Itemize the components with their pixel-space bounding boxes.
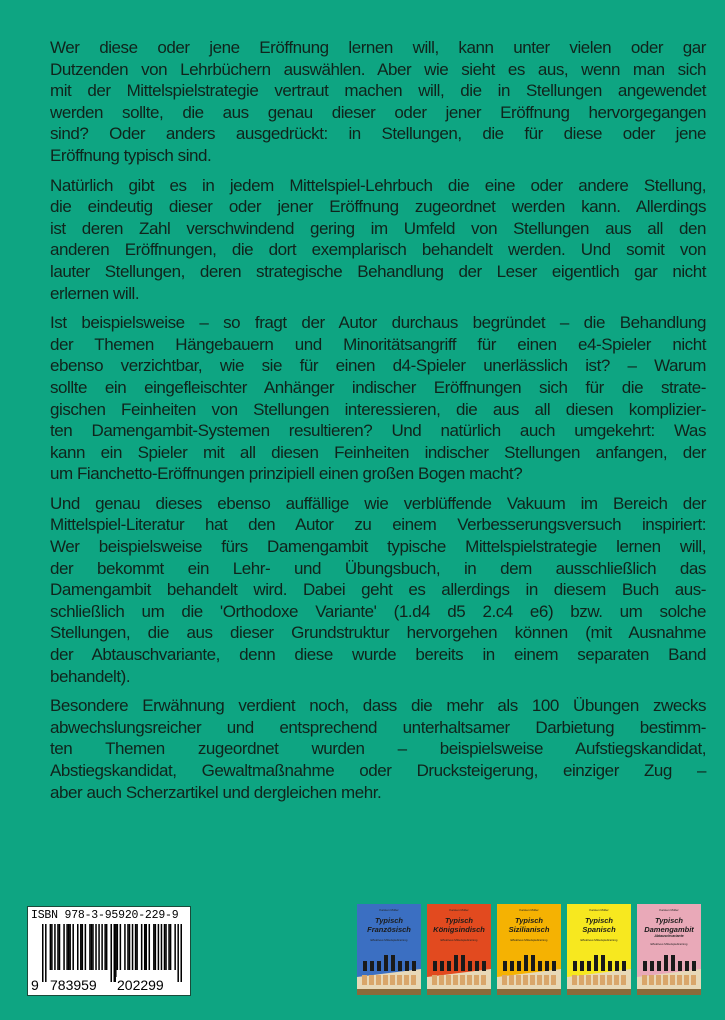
text-line: um Fianchetto-Eröffnungen prinzipiell einen großen Bogen macht?: [50, 464, 523, 484]
text-line: mit der Mittelspielstrategie vertraut machen will, die in Stellungen angewendet: [50, 81, 706, 101]
book-title-line-1: Typisch: [654, 916, 684, 925]
book-subtitle: Effektives Mittelspieltraining: [510, 938, 548, 942]
text-line: die eindeutig dieser oder jener Eröffnung zugeordnet werden kann. Allerdings: [50, 197, 706, 217]
back-cover-text: [50, 37, 706, 811]
text-line: der Themen Hängebauern und Minoritätsangriff für einen e4-Spieler nicht: [50, 334, 706, 354]
isbn-barcode: [27, 906, 191, 996]
chess-pieces-image: [567, 951, 631, 995]
book-cover: [637, 904, 701, 995]
book-cover: [357, 904, 421, 995]
barcode-digit-first: 9: [31, 977, 39, 993]
book-title-line-2: Spanisch: [582, 924, 616, 934]
book-title-line-2: Damengambit: [644, 924, 694, 934]
text-line: Ist beispielsweise – so fragt der Autor durchaus begründet – die Behandlung: [50, 313, 706, 333]
text-line: Wer beispielsweise fürs Damengambit typische Mittelspielstrategie lernen will,: [50, 537, 706, 557]
book-cover: [427, 904, 491, 995]
text-line: der bekommt ein Lehr- und Übungsbuch, in dem ausschließlich das: [50, 558, 706, 578]
barcode-digits-right: 202299: [117, 977, 164, 993]
text-line: Und genau dieses ebenso auffällige wie verblüffende Vakuum im Bereich der: [50, 493, 706, 513]
book-cover: [567, 904, 631, 995]
book-subtitle: Effektives Mittelspieltraining: [650, 942, 688, 946]
text-line: Natürlich gibt es in jedem Mittelspiel-Lehrbuch die eine oder andere Stellung,: [50, 175, 706, 195]
book-subtitle: Effektives Mittelspieltraining: [370, 938, 408, 942]
book-title: [637, 917, 701, 934]
text-line: ebenso verzichtbar, wie sie für einen d4-Spieler unerlässlich ist? – Warum: [50, 356, 706, 376]
text-line: sollte ein eingefleischter Anhänger indischer Eröffnungen sich für die strate-: [50, 377, 706, 397]
barcode-digits-left: 783959: [50, 977, 97, 993]
book-title: [427, 917, 491, 934]
book-subtitle: Effektives Mittelspieltraining: [580, 938, 618, 942]
book-variant: Abtauschvariante: [654, 934, 684, 938]
text-line: behandelt).: [50, 666, 131, 686]
book-title: [497, 917, 561, 934]
book-author: Karsten Müller: [449, 908, 469, 912]
text-line: Wer diese oder jene Eröffnung lernen will, kann unter vielen oder gar: [50, 38, 706, 57]
book-title-line-2: Sizilianisch: [508, 924, 550, 934]
text-line: ten Themen zugeordnet wurden – beispielsweise Aufstiegskandidat,: [50, 739, 706, 759]
paragraph: [50, 37, 706, 167]
text-line: Eröffnung typisch sind.: [50, 145, 212, 165]
text-line: sind? Oder anders ausgedrückt: in Stellungen, die für diese oder jene: [50, 124, 706, 144]
text-line: ten Damengambit-Systemen resultieren? Und natürlich auch umgekehrt: Was: [50, 421, 706, 441]
text-line: erlernen will.: [50, 283, 140, 303]
paragraph: [50, 312, 706, 485]
text-line: ist deren Zahl verschwindend gering im Umfeld von Stellungen aus all den: [50, 218, 706, 238]
book-title-line-1: Typisch: [374, 916, 404, 925]
chess-pieces-image: [637, 951, 701, 995]
book-title-line-1: Typisch: [514, 916, 544, 925]
text-line: Stellungen, die aus dieser Grundstruktur hervorgehen können (mit Ausnahme: [50, 623, 706, 643]
book-title-line-1: Typisch: [444, 916, 474, 925]
text-line: Damengambit behandelt wird. Dabei geht es allerdings in diesem Buch aus-: [50, 580, 706, 600]
paragraph: [50, 493, 706, 687]
text-line: lauter Stellungen, deren strategische Behandlung der Leser eigentlich gar nicht: [50, 261, 706, 281]
book-cover: [497, 904, 561, 995]
book-title: [567, 917, 631, 934]
text-line: Besondere Erwähnung verdient noch, dass die mehr als 100 Übungen zwecks: [50, 696, 706, 716]
text-line: der Abtauschvariante, denn diese wurde bereits in einem separaten Band: [50, 645, 706, 665]
book-title-line-2: Königsindisch: [433, 924, 485, 934]
book-title-line-2: Französisch: [367, 924, 411, 934]
barcode-bars: [42, 924, 182, 982]
text-line: aber auch Scherzartikel und dergleichen mehr.: [50, 782, 382, 802]
text-line: kann ein Spieler mit all diesen Feinheiten indischer Stellungen anfangen, der: [50, 442, 706, 462]
chess-pieces-image: [427, 951, 491, 995]
book-subtitle: Effektives Mittelspieltraining: [440, 938, 478, 942]
book-author: Karsten Müller: [589, 908, 609, 912]
text-line: werden sollte, die aus genau dieser oder jener Eröffnung hervorgegangen: [50, 102, 706, 122]
text-line: abwechslungsreicher und entsprechend unterhaltsamer Darbietung bestimm-: [50, 717, 706, 737]
chess-pieces-image: [357, 951, 421, 995]
text-line: anderen Eröffnungen, die dort exemplarisch behandelt werden. Und somit von: [50, 240, 706, 260]
text-line: Abstiegskandidat, Gewaltmaßnahme oder Drucksteigerung, einziger Zug –: [50, 761, 706, 780]
book-author: Karsten Müller: [519, 908, 539, 912]
chess-pieces-image: [497, 951, 561, 995]
text-line: gischen Feinheiten von Stellungen interessieren, die aus all diesen komplizier-: [50, 399, 706, 419]
text-line: schließlich um die 'Orthodoxe Variante' (1.d4 d5 2.c4 e6) bzw. um solche: [50, 601, 706, 621]
book-author: Karsten Müller: [379, 908, 399, 912]
text-line: Dutzenden von Lehrbüchern auswählen. Aber wie sieht es aus, wenn man sich: [50, 59, 706, 79]
paragraph: [50, 695, 706, 803]
book-title-line-1: Typisch: [584, 916, 614, 925]
paragraph: [50, 175, 706, 305]
book-author: Karsten Müller: [659, 908, 679, 912]
text-line: Mittelspiel-Literatur hat den Autor zu einem Verbesserungsversuch inspiriert:: [50, 515, 706, 535]
book-title: [357, 917, 421, 934]
isbn-label: ISBN 978-3-95920-229-9: [31, 909, 179, 922]
